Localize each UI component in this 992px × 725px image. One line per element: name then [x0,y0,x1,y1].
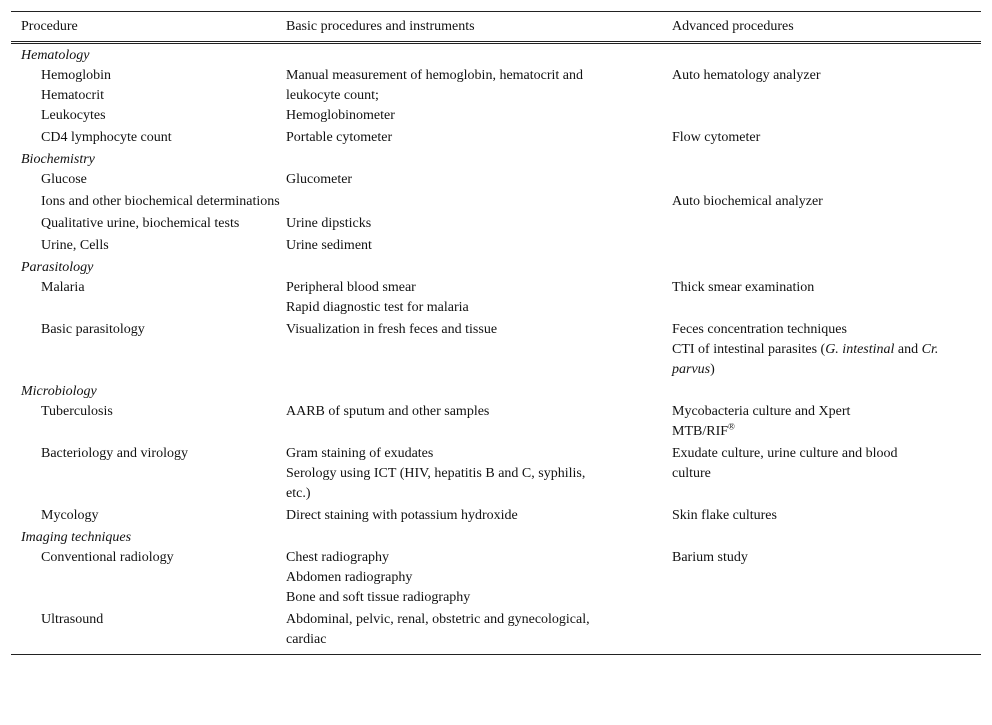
header-rule [11,41,981,42]
header-procedure: Procedure [21,18,78,34]
section-biochemistry [11,148,981,170]
table-row [11,170,981,190]
basic-cell: Direct staining with potassium hydroxide [286,508,518,523]
table-row [11,190,981,212]
procedure-cell: Malaria [41,280,85,295]
section-imaging [11,526,981,548]
basic-cell: Hemoglobinometer [286,108,395,123]
table-row [11,126,981,148]
header-basic: Basic procedures and instruments [286,18,475,34]
procedure-cell: tests [214,216,240,231]
procedure-cell: Qualitative urine, biochemical [41,216,211,231]
procedure-cell: Basic parasitology [41,322,145,337]
basic-cell: Portable cytometer [286,130,393,145]
advanced-cell: Auto hematology analyzer [672,68,821,83]
section-title: Parasitology [21,260,94,275]
basic-cell: etc.) [286,486,311,501]
section-title: Microbiology [21,384,97,399]
table-bottom-rule [11,654,981,655]
procedure-cell: Mycology [41,508,99,523]
advanced-cell: MTB/RIF® [672,421,735,439]
section-hematology [11,44,981,66]
basic-cell: AARB of sputum and other samples [286,404,490,419]
table-row [11,278,981,318]
section-title: Imaging techniques [21,530,132,545]
advanced-cell: Exudate culture, urine culture and blood [672,446,898,461]
procedure-cell: Glucose [41,172,87,187]
basic-cell: Manual measurement of hemoglobin, hematocrit and [286,68,584,83]
procedure-cell: CD4 lymphocyte count [41,130,172,145]
table-row [11,234,981,256]
procedure-cell: Hemoglobin [41,68,111,83]
table-row [11,442,981,504]
basic-cell: Peripheral blood smear [286,280,416,295]
table-row [11,504,981,526]
advanced-cell: culture [672,466,711,481]
basic-cell: Visualization in fresh feces and tissue [286,322,498,337]
advanced-cell: Auto biochemical analyzer [672,194,823,209]
procedure-cell: determinations [196,194,280,209]
advanced-cell: Barium study [672,550,748,565]
procedure-cell: Conventional radiology [41,550,174,565]
basic-cell: Abdominal, pelvic, renal, obstetric and gynecological, [286,612,590,627]
table-row [11,212,981,234]
basic-cell: Rapid diagnostic test for malaria [286,300,469,315]
basic-cell: Chest radiography [286,550,390,565]
basic-cell: Abdomen radiography [286,570,413,585]
table-row [11,548,981,608]
section-parasitology [11,256,981,278]
section-title: Hematology [21,48,90,63]
section-microbiology [11,380,981,402]
header-advanced: Advanced procedures [672,18,794,34]
advanced-cell: Feces concentration techniques [672,322,847,337]
section-title: Biochemistry [21,152,95,167]
basic-cell: Gram staining of exudates [286,446,434,461]
advanced-cell: Thick smear examination [672,280,815,295]
table-row [11,318,981,380]
advanced-cell: Mycobacteria culture and Xpert [672,404,851,419]
procedure-cell: Tuberculosis [41,404,113,419]
table-row [11,402,981,442]
basic-cell: leukocyte count; [286,88,379,103]
table-header [11,12,981,41]
basic-cell: Glucometer [286,172,353,187]
procedure-cell: Ultrasound [41,612,104,627]
basic-cell: Serology using ICT (HIV, hepatitis B and C, syphilis, [286,466,586,481]
basic-cell: cardiac [286,632,327,647]
table-row [11,66,981,126]
advanced-cell: CTI of intestinal parasites (G. intestinal and Cr. parvus) [672,342,939,377]
advanced-cell: Flow cytometer [672,130,761,145]
procedure-cell: Bacteriology and virology [41,446,188,461]
procedures-table [11,11,981,655]
basic-cell: Urine dipsticks [286,216,372,231]
basic-cell: Urine sediment [286,238,372,253]
table-row [11,608,981,650]
procedure-cell: Urine, Cells [41,238,109,253]
procedure-cell: Ions and other biochemical [41,194,194,209]
procedure-cell: Leukocytes [41,108,106,123]
procedure-cell: Hematocrit [41,88,104,103]
basic-cell: Bone and soft tissue radiography [286,590,471,605]
advanced-cell: Skin flake cultures [672,508,777,523]
